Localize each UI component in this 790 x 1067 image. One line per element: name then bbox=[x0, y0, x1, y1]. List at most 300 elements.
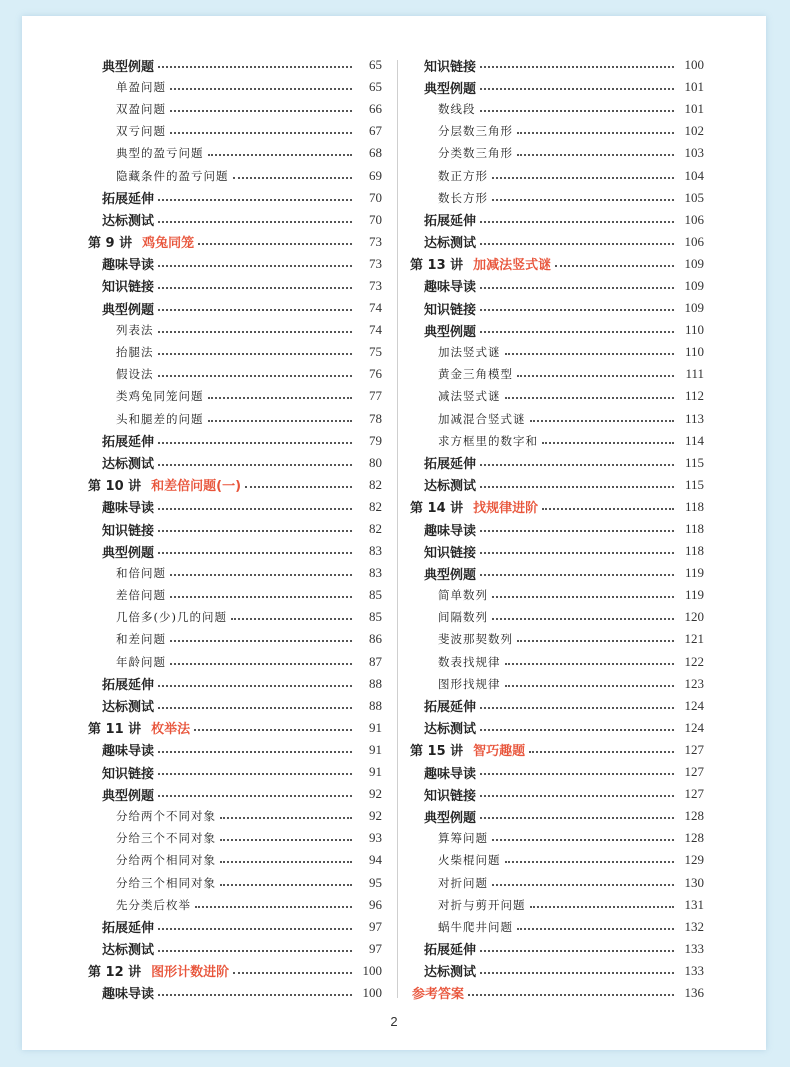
toc-item-row[interactable] bbox=[410, 562, 704, 584]
entry-title: 参考答案 bbox=[412, 987, 465, 1003]
toc-subitem-row[interactable] bbox=[88, 319, 382, 341]
entry-title: 数长方形 bbox=[438, 190, 488, 205]
dot-leader bbox=[468, 994, 674, 996]
entry-title: 抬腿法 bbox=[116, 345, 154, 360]
page-ref: 78 bbox=[369, 410, 382, 426]
dot-leader bbox=[245, 486, 352, 488]
entry-title: 蜗牛爬井问题 bbox=[438, 919, 513, 934]
entry-title: 达标测试 bbox=[102, 700, 155, 716]
toc-item-row[interactable] bbox=[410, 474, 704, 496]
lesson-heading bbox=[88, 961, 229, 980]
page-ref: 131 bbox=[684, 896, 704, 912]
dot-leader bbox=[198, 243, 352, 245]
entry-title: 差倍问题 bbox=[116, 588, 166, 603]
dot-leader bbox=[158, 530, 352, 532]
toc-item-row[interactable] bbox=[88, 673, 382, 695]
page-ref: 100 bbox=[684, 57, 704, 73]
entry-title: 趣味导读 bbox=[424, 766, 477, 782]
page-ref: 82 bbox=[369, 498, 382, 514]
dot-leader bbox=[158, 994, 352, 996]
dot-leader bbox=[505, 353, 675, 355]
dot-leader bbox=[158, 464, 352, 466]
entry-title: 假设法 bbox=[116, 367, 154, 382]
entry-title: 火柴棍问题 bbox=[438, 853, 501, 868]
page-ref: 111 bbox=[685, 366, 704, 382]
dot-leader bbox=[194, 729, 352, 731]
toc-item-row[interactable] bbox=[88, 496, 382, 518]
dot-leader bbox=[480, 972, 674, 974]
page-ref: 91 bbox=[369, 719, 382, 735]
toc-subitem-row[interactable] bbox=[410, 187, 704, 209]
page-ref: 118 bbox=[684, 543, 704, 559]
page-ref: 106 bbox=[684, 211, 704, 227]
entry-title: 双亏问题 bbox=[116, 124, 166, 139]
entry-title: 拓展延伸 bbox=[102, 435, 155, 451]
page-ref: 104 bbox=[684, 167, 704, 183]
toc-item-row[interactable] bbox=[88, 761, 382, 783]
dot-leader bbox=[158, 508, 352, 510]
dot-leader bbox=[170, 596, 352, 598]
entry-title: 典型的盈亏问题 bbox=[116, 146, 204, 161]
toc-subitem-row[interactable] bbox=[88, 894, 382, 916]
entry-title: 列表法 bbox=[116, 323, 154, 338]
page-ref: 70 bbox=[369, 211, 382, 227]
toc-item-row[interactable] bbox=[410, 275, 704, 297]
page-ref: 93 bbox=[369, 830, 382, 846]
page-ref: 73 bbox=[369, 277, 382, 293]
page-ref: 118 bbox=[684, 521, 704, 537]
toc-subitem-row[interactable] bbox=[410, 341, 704, 363]
dot-leader bbox=[158, 751, 352, 753]
toc-lesson-row[interactable] bbox=[88, 717, 382, 739]
page-ref: 121 bbox=[684, 631, 704, 647]
toc-subitem-row[interactable] bbox=[410, 894, 704, 916]
entry-title: 达标测试 bbox=[102, 457, 155, 473]
page-ref: 70 bbox=[369, 189, 382, 205]
toc-item-row[interactable] bbox=[410, 761, 704, 783]
lesson-number: 第 9 讲 bbox=[88, 236, 133, 252]
dot-leader bbox=[170, 574, 352, 576]
dot-leader bbox=[517, 928, 674, 930]
toc-subitem-row[interactable] bbox=[410, 98, 704, 120]
toc-subitem-row[interactable] bbox=[410, 606, 704, 628]
toc-subitem-row[interactable] bbox=[410, 628, 704, 650]
entry-title: 拓展延伸 bbox=[102, 192, 155, 208]
page-ref: 109 bbox=[684, 277, 704, 293]
dot-leader bbox=[517, 132, 674, 134]
toc-item-row[interactable] bbox=[88, 938, 382, 960]
column-divider bbox=[397, 60, 398, 998]
toc-item-row[interactable] bbox=[410, 452, 704, 474]
dot-leader bbox=[480, 773, 674, 775]
page-ref: 102 bbox=[684, 123, 704, 139]
dot-leader bbox=[480, 574, 674, 576]
page-ref: 74 bbox=[369, 300, 382, 316]
toc-item-row[interactable] bbox=[410, 54, 704, 76]
entry-title: 分给三个相同对象 bbox=[116, 875, 216, 890]
toc-subitem-row[interactable] bbox=[88, 408, 382, 430]
entry-title: 分给两个不同对象 bbox=[116, 809, 216, 824]
page-ref: 79 bbox=[369, 432, 382, 448]
dot-leader bbox=[158, 773, 352, 775]
page-ref: 95 bbox=[369, 874, 382, 890]
dot-leader bbox=[233, 972, 352, 974]
entry-title: 减法竖式谜 bbox=[438, 389, 501, 404]
dot-leader bbox=[492, 618, 674, 620]
toc-lesson-row[interactable] bbox=[88, 960, 382, 982]
entry-title: 斐波那契数列 bbox=[438, 632, 513, 647]
dot-leader bbox=[530, 906, 675, 908]
toc-subitem-row[interactable] bbox=[88, 142, 382, 164]
toc-item-row[interactable] bbox=[88, 518, 382, 540]
toc-subitem-row[interactable] bbox=[88, 76, 382, 98]
lesson-number: 第 12 讲 bbox=[88, 965, 142, 981]
toc-subitem-row[interactable] bbox=[410, 827, 704, 849]
page-ref: 110 bbox=[684, 344, 704, 360]
toc-item-row[interactable] bbox=[410, 209, 704, 231]
toc-subitem-row[interactable] bbox=[88, 562, 382, 584]
entry-title: 双盈问题 bbox=[116, 102, 166, 117]
entry-title: 几倍多(少)几的问题 bbox=[116, 610, 227, 625]
entry-title: 加减混合竖式谜 bbox=[438, 411, 526, 426]
toc-answers-row[interactable] bbox=[410, 982, 704, 1004]
toc-item-row[interactable] bbox=[410, 319, 704, 341]
page-ref: 75 bbox=[369, 344, 382, 360]
page-ref: 91 bbox=[369, 764, 382, 780]
toc-item-row[interactable] bbox=[88, 783, 382, 805]
lesson-number: 第 10 讲 bbox=[88, 479, 142, 495]
dot-leader bbox=[555, 265, 674, 267]
dot-leader bbox=[480, 287, 674, 289]
page-ref: 129 bbox=[684, 852, 704, 868]
toc-item-row[interactable] bbox=[410, 783, 704, 805]
dot-leader bbox=[505, 861, 675, 863]
entry-title: 趣味导读 bbox=[102, 744, 155, 760]
dot-leader bbox=[492, 839, 674, 841]
page-ref: 69 bbox=[369, 167, 382, 183]
page-ref: 127 bbox=[684, 741, 704, 757]
toc-lesson-row[interactable] bbox=[410, 496, 704, 518]
entry-title: 趣味导读 bbox=[424, 523, 477, 539]
page-ref: 82 bbox=[369, 476, 382, 492]
entry-title: 典型例题 bbox=[102, 788, 155, 804]
dot-leader bbox=[170, 88, 352, 90]
toc-item-row[interactable] bbox=[88, 275, 382, 297]
entry-title: 拓展延伸 bbox=[424, 457, 477, 473]
page-ref: 128 bbox=[684, 808, 704, 824]
entry-title: 达标测试 bbox=[424, 236, 477, 252]
toc-item-row[interactable] bbox=[88, 209, 382, 231]
dot-leader bbox=[529, 751, 674, 753]
toc-item-row[interactable] bbox=[410, 960, 704, 982]
lesson-number: 第 14 讲 bbox=[410, 501, 464, 517]
dot-leader bbox=[158, 928, 352, 930]
page-ref: 68 bbox=[369, 145, 382, 161]
entry-title: 对折问题 bbox=[438, 875, 488, 890]
entry-title: 求方框里的数字和 bbox=[438, 433, 538, 448]
entry-title: 类鸡兔同笼问题 bbox=[116, 389, 204, 404]
entry-title: 分层数三角形 bbox=[438, 124, 513, 139]
toc-item-row[interactable] bbox=[88, 695, 382, 717]
toc-subitem-row[interactable] bbox=[88, 363, 382, 385]
entry-title: 典型例题 bbox=[424, 324, 477, 340]
page-ref: 92 bbox=[369, 808, 382, 824]
page-ref: 130 bbox=[684, 874, 704, 890]
entry-title: 分类数三角形 bbox=[438, 146, 513, 161]
entry-title: 知识链接 bbox=[424, 59, 477, 75]
dot-leader bbox=[480, 817, 674, 819]
page-ref: 94 bbox=[369, 852, 382, 868]
toc-subitem-row[interactable] bbox=[88, 805, 382, 827]
page-ref: 118 bbox=[684, 498, 704, 514]
page-ref: 119 bbox=[684, 565, 704, 581]
toc-subitem-row[interactable] bbox=[410, 164, 704, 186]
lesson-number: 第 11 讲 bbox=[88, 722, 142, 738]
dot-leader bbox=[480, 464, 674, 466]
dot-leader bbox=[170, 110, 352, 112]
page-ref: 87 bbox=[369, 653, 382, 669]
dot-leader bbox=[231, 618, 352, 620]
page-ref: 101 bbox=[684, 79, 704, 95]
toc-page bbox=[22, 16, 766, 1050]
toc-subitem-row[interactable] bbox=[410, 916, 704, 938]
page-ref: 133 bbox=[684, 940, 704, 956]
dot-leader bbox=[517, 375, 674, 377]
lesson-heading bbox=[88, 232, 194, 251]
page-ref: 83 bbox=[369, 543, 382, 559]
toc-item-row[interactable] bbox=[410, 717, 704, 739]
dot-leader bbox=[158, 287, 352, 289]
toc-subitem-row[interactable] bbox=[410, 673, 704, 695]
toc-subitem-row[interactable] bbox=[88, 385, 382, 407]
entry-title: 知识链接 bbox=[424, 545, 477, 561]
dot-leader bbox=[158, 375, 353, 377]
toc-item-row[interactable] bbox=[410, 805, 704, 827]
toc-subitem-row[interactable] bbox=[410, 430, 704, 452]
dot-leader bbox=[480, 795, 674, 797]
dot-leader bbox=[492, 177, 674, 179]
toc-item-row[interactable] bbox=[88, 739, 382, 761]
page-ref: 88 bbox=[369, 697, 382, 713]
entry-title: 拓展延伸 bbox=[424, 214, 477, 230]
toc-subitem-row[interactable] bbox=[88, 651, 382, 673]
page-ref: 83 bbox=[369, 565, 382, 581]
dot-leader bbox=[158, 707, 352, 709]
dot-leader bbox=[170, 663, 352, 665]
dot-leader bbox=[158, 685, 352, 687]
page-ref: 80 bbox=[369, 454, 382, 470]
toc-item-row[interactable] bbox=[410, 938, 704, 960]
toc-item-row[interactable] bbox=[410, 297, 704, 319]
entry-title: 达标测试 bbox=[424, 722, 477, 738]
page-ref: 82 bbox=[369, 521, 382, 537]
entry-title: 达标测试 bbox=[102, 943, 155, 959]
toc-item-row[interactable] bbox=[88, 982, 382, 1004]
dot-leader bbox=[480, 309, 674, 311]
page-ref: 110 bbox=[684, 322, 704, 338]
lesson-title: 鸡兔同笼 bbox=[142, 236, 195, 252]
dot-leader bbox=[480, 530, 674, 532]
toc-subitem-row[interactable] bbox=[88, 849, 382, 871]
toc-item-row[interactable] bbox=[88, 297, 382, 319]
dot-leader bbox=[480, 729, 674, 731]
toc-subitem-row[interactable] bbox=[88, 628, 382, 650]
page-number: 2 bbox=[390, 1014, 398, 1029]
toc-lesson-row[interactable] bbox=[410, 253, 704, 275]
page-ref: 65 bbox=[369, 79, 382, 95]
toc-subitem-row[interactable] bbox=[88, 827, 382, 849]
page-ref: 67 bbox=[369, 123, 382, 139]
lesson-heading bbox=[410, 497, 538, 516]
dot-leader bbox=[158, 552, 352, 554]
dot-leader bbox=[480, 88, 674, 90]
dot-leader bbox=[480, 950, 674, 952]
dot-leader bbox=[170, 640, 352, 642]
page-ref: 73 bbox=[369, 255, 382, 271]
page-ref: 123 bbox=[684, 675, 704, 691]
dot-leader bbox=[480, 331, 674, 333]
page-ref: 88 bbox=[369, 675, 382, 691]
entry-title: 趣味导读 bbox=[424, 280, 477, 296]
entry-title: 分给两个相同对象 bbox=[116, 853, 216, 868]
entry-title: 和倍问题 bbox=[116, 566, 166, 581]
toc-item-row[interactable] bbox=[88, 452, 382, 474]
dot-leader bbox=[158, 950, 352, 952]
page-ref: 122 bbox=[684, 653, 704, 669]
toc-subitem-row[interactable] bbox=[88, 871, 382, 893]
toc-subitem-row[interactable] bbox=[88, 98, 382, 120]
lesson-title: 枚举法 bbox=[151, 722, 191, 738]
entry-title: 典型例题 bbox=[424, 810, 477, 826]
toc-item-row[interactable] bbox=[410, 76, 704, 98]
entry-title: 图形找规律 bbox=[438, 676, 501, 691]
page-ref: 65 bbox=[369, 57, 382, 73]
page-ref: 120 bbox=[684, 609, 704, 625]
page-ref: 103 bbox=[684, 145, 704, 161]
toc-subitem-row[interactable] bbox=[88, 341, 382, 363]
page-ref: 132 bbox=[684, 918, 704, 934]
page-ref: 97 bbox=[369, 940, 382, 956]
page-ref: 105 bbox=[684, 189, 704, 205]
page-ref: 128 bbox=[684, 830, 704, 846]
toc-item-row[interactable] bbox=[88, 54, 382, 76]
dot-leader bbox=[480, 486, 674, 488]
page-ref: 136 bbox=[684, 984, 704, 1000]
toc-subitem-row[interactable] bbox=[410, 408, 704, 430]
toc-item-row[interactable] bbox=[88, 253, 382, 275]
page-ref: 127 bbox=[684, 786, 704, 802]
dot-leader bbox=[158, 795, 352, 797]
toc-item-row[interactable] bbox=[410, 695, 704, 717]
toc-lesson-row[interactable] bbox=[410, 739, 704, 761]
toc-subitem-row[interactable] bbox=[88, 164, 382, 186]
entry-title: 年龄问题 bbox=[116, 654, 166, 669]
entry-title: 达标测试 bbox=[424, 965, 477, 981]
page-ref: 100 bbox=[362, 984, 382, 1000]
dot-leader bbox=[158, 309, 352, 311]
page-ref: 74 bbox=[369, 322, 382, 338]
toc-subitem-row[interactable] bbox=[410, 385, 704, 407]
entry-title: 对折与剪开问题 bbox=[438, 897, 526, 912]
entry-title: 趣味导读 bbox=[102, 258, 155, 274]
dot-leader bbox=[195, 906, 352, 908]
entry-title: 达标测试 bbox=[102, 214, 155, 230]
page-ref: 100 bbox=[362, 962, 382, 978]
toc-item-row[interactable] bbox=[88, 540, 382, 562]
lesson-title: 找规律进阶 bbox=[473, 501, 539, 517]
entry-title: 间隔数列 bbox=[438, 610, 488, 625]
entry-title: 知识链接 bbox=[102, 766, 155, 782]
toc-item-row[interactable] bbox=[410, 540, 704, 562]
entry-title: 加法竖式谜 bbox=[438, 345, 501, 360]
entry-title: 分给三个不同对象 bbox=[116, 831, 216, 846]
toc-subitem-row[interactable] bbox=[88, 606, 382, 628]
dot-leader bbox=[492, 596, 674, 598]
dot-leader bbox=[158, 353, 353, 355]
page-ref: 97 bbox=[369, 918, 382, 934]
toc-item-row[interactable] bbox=[410, 231, 704, 253]
entry-title: 数表找规律 bbox=[438, 654, 501, 669]
dot-leader bbox=[158, 331, 353, 333]
toc-subitem-row[interactable] bbox=[410, 871, 704, 893]
entry-title: 先分类后枚举 bbox=[116, 897, 191, 912]
dot-leader bbox=[480, 221, 674, 223]
dot-leader bbox=[517, 154, 674, 156]
page-ref: 85 bbox=[369, 587, 382, 603]
toc-subitem-row[interactable] bbox=[410, 120, 704, 142]
toc-subitem-row[interactable] bbox=[410, 363, 704, 385]
entry-title: 拓展延伸 bbox=[102, 678, 155, 694]
dot-leader bbox=[220, 839, 352, 841]
page-ref: 77 bbox=[369, 388, 382, 404]
dot-leader bbox=[492, 199, 674, 201]
toc-lesson-row[interactable] bbox=[88, 231, 382, 253]
lesson-title: 和差倍问题(一) bbox=[151, 479, 242, 495]
entry-title: 典型例题 bbox=[102, 59, 155, 75]
entry-title: 典型例题 bbox=[424, 567, 477, 583]
entry-title: 拓展延伸 bbox=[424, 700, 477, 716]
entry-title: 知识链接 bbox=[424, 302, 477, 318]
toc-item-row[interactable] bbox=[410, 518, 704, 540]
toc-item-row[interactable] bbox=[88, 916, 382, 938]
toc-item-row[interactable] bbox=[88, 187, 382, 209]
page-ref: 101 bbox=[684, 101, 704, 117]
lesson-heading bbox=[410, 740, 525, 759]
page-ref: 86 bbox=[369, 631, 382, 647]
dot-leader bbox=[505, 685, 675, 687]
toc-item-row[interactable] bbox=[88, 430, 382, 452]
toc-subitem-row[interactable] bbox=[410, 651, 704, 673]
toc-subitem-row[interactable] bbox=[88, 584, 382, 606]
page-ref: 124 bbox=[684, 697, 704, 713]
dot-leader bbox=[492, 884, 674, 886]
toc-subitem-row[interactable] bbox=[410, 584, 704, 606]
page-ref: 109 bbox=[684, 255, 704, 271]
toc-subitem-row[interactable] bbox=[410, 849, 704, 871]
page-ref: 113 bbox=[684, 410, 704, 426]
dot-leader bbox=[233, 177, 353, 179]
toc-subitem-row[interactable] bbox=[88, 120, 382, 142]
entry-title: 简单数列 bbox=[438, 588, 488, 603]
page-ref: 96 bbox=[369, 896, 382, 912]
toc-lesson-row[interactable] bbox=[88, 474, 382, 496]
entry-title: 达标测试 bbox=[424, 479, 477, 495]
page-ref: 115 bbox=[684, 454, 704, 470]
page-ref: 76 bbox=[369, 366, 382, 382]
entry-title: 趣味导读 bbox=[102, 987, 155, 1003]
dot-leader bbox=[480, 707, 674, 709]
toc-subitem-row[interactable] bbox=[410, 142, 704, 164]
